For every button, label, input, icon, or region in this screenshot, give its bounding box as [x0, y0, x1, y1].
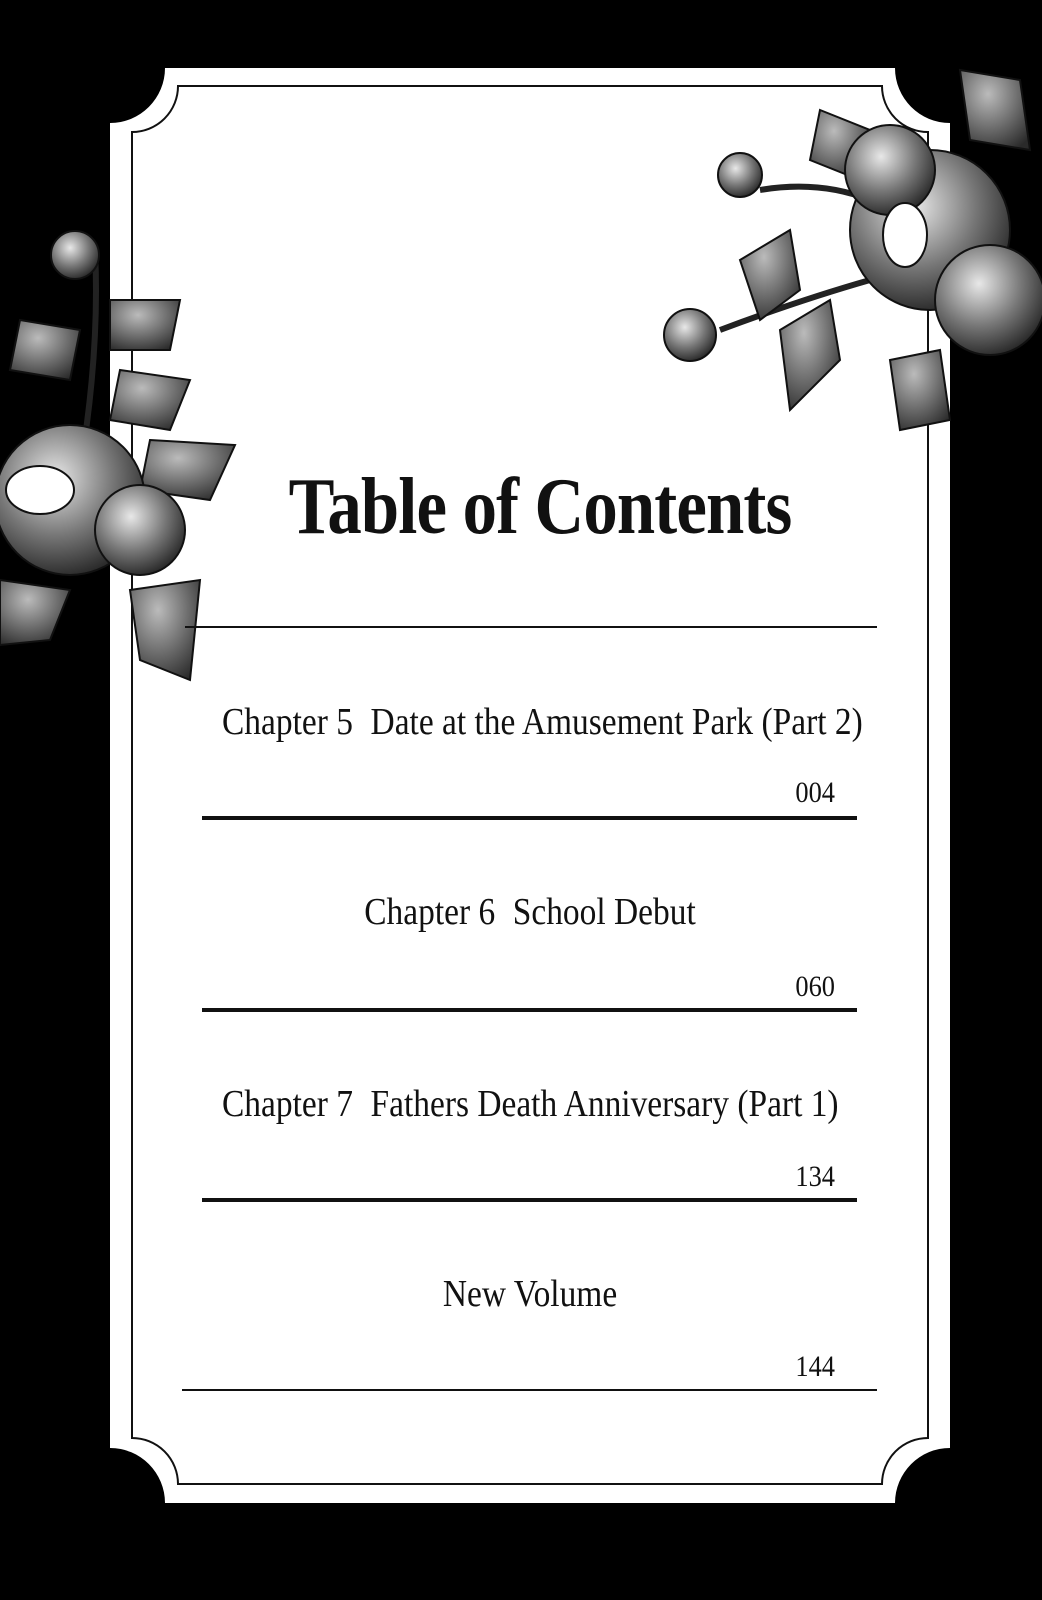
- chapter-title: School Debut: [512, 891, 696, 933]
- page-number: 060: [795, 970, 835, 1003]
- entry-divider: [202, 816, 857, 820]
- chapter-title: New Volume: [442, 1273, 618, 1315]
- entry-label: [222, 1082, 838, 1126]
- entry-divider: [202, 1008, 857, 1012]
- page-number: 134: [795, 1160, 835, 1193]
- title-divider: [185, 626, 877, 628]
- chapter-number: Chapter 5: [222, 701, 353, 743]
- chapter-number: Chapter 7: [222, 1083, 353, 1125]
- entry-label: [222, 700, 863, 744]
- entry-label: [222, 890, 838, 934]
- chapter-number: Chapter 6: [364, 891, 496, 933]
- entry-divider: [202, 1198, 857, 1202]
- bottom-divider: [182, 1389, 877, 1391]
- page-number: 004: [795, 776, 835, 809]
- chapter-title: Date at the Amusement Park (Part 2): [370, 701, 863, 743]
- entry-label: [222, 1272, 838, 1316]
- page-number: 144: [795, 1350, 835, 1383]
- page-title: Table of Contents: [288, 463, 792, 551]
- chapter-title: Fathers Death Anniversary (Part 1): [370, 1083, 839, 1125]
